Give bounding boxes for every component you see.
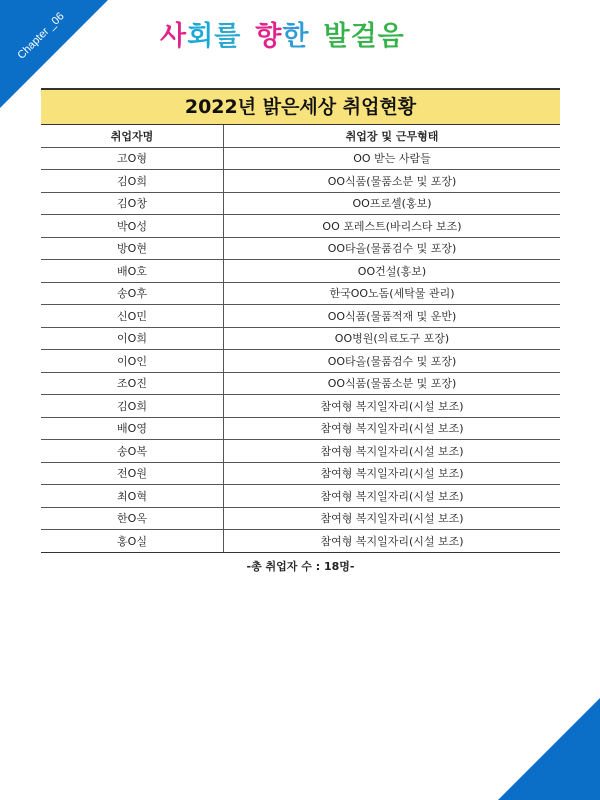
workplace-cell: OO식품(물품적재 및 운반) (224, 305, 561, 328)
table-row (41, 215, 560, 238)
workplace-cell: 참여형 복지일자리(시설 보조) (224, 395, 561, 418)
column-header-name: 취업자명 (41, 125, 224, 147)
heading-char: 향 (255, 21, 283, 52)
workplace-cell: 한국OO노돔(세탁물 관리) (224, 282, 561, 305)
employee-name-cell: 김O희 (41, 395, 224, 418)
workplace-cell: OO병원(의료도구 포장) (224, 327, 561, 350)
table-row (41, 462, 560, 485)
employee-name-cell: 한O옥 (41, 507, 224, 530)
table-row (41, 530, 560, 553)
table-row (41, 507, 560, 530)
corner-decoration-bottom-right (498, 698, 600, 800)
table-row (41, 260, 560, 283)
heading-char: 한 (282, 21, 310, 52)
table-header-row (41, 125, 560, 147)
workplace-cell: 참여형 복지일자리(시설 보조) (224, 462, 561, 485)
workplace-cell: OO식품(물품소분 및 포장) (224, 372, 561, 395)
table-row (41, 440, 560, 463)
workplace-cell: 참여형 복지일자리(시설 보조) (224, 485, 561, 508)
table-row (41, 170, 560, 193)
employee-name-cell: 조O진 (41, 372, 224, 395)
employee-name-cell: 고O형 (41, 147, 224, 170)
table-row (41, 372, 560, 395)
table-row (41, 237, 560, 260)
table-row (41, 327, 560, 350)
employee-name-cell: 배O영 (41, 417, 224, 440)
table-row (41, 282, 560, 305)
heading-char: 사 (160, 21, 188, 52)
workplace-cell: OO프로셀(홍보) (224, 192, 561, 215)
employee-name-cell: 김O창 (41, 192, 224, 215)
table-row (41, 305, 560, 328)
table-row (41, 395, 560, 418)
employee-name-cell: 송O복 (41, 440, 224, 463)
employee-name-cell: 김O희 (41, 170, 224, 193)
heading-char: 음 (377, 21, 405, 52)
workplace-cell: OO 받는 사람들 (224, 147, 561, 170)
workplace-cell: 참여형 복지일자리(시설 보조) (224, 417, 561, 440)
workplace-cell: OO타올(물품검수 및 포장) (224, 237, 561, 260)
employee-name-cell: 이O인 (41, 350, 224, 373)
employee-name-cell: 최O혁 (41, 485, 224, 508)
employee-name-cell: 홍O실 (41, 530, 224, 553)
workplace-cell: OO건설(홍보) (224, 260, 561, 283)
column-header-workplace: 취업장 및 근무형태 (224, 125, 561, 147)
table-row (41, 192, 560, 215)
table-row (41, 350, 560, 373)
heading-char: 걸 (350, 21, 378, 52)
table-row (41, 417, 560, 440)
heading-char: 발 (323, 21, 351, 52)
employee-name-cell: 전O원 (41, 462, 224, 485)
employee-name-cell: 박O성 (41, 215, 224, 238)
workplace-cell: 참여형 복지일자리(시설 보조) (224, 440, 561, 463)
employee-name-cell: 송O후 (41, 282, 224, 305)
workplace-cell: 참여형 복지일자리(시설 보조) (224, 530, 561, 553)
chapter-label: Chapter _06 (15, 10, 67, 62)
employment-table-grid (41, 125, 560, 553)
workplace-cell: 참여형 복지일자리(시설 보조) (224, 507, 561, 530)
heading-char: 를 (214, 21, 242, 52)
heading-char: 회 (187, 21, 215, 52)
table-title: 2022년 밝은세상 취업현황 (41, 88, 560, 125)
employee-name-cell: 이O희 (41, 327, 224, 350)
table-row (41, 147, 560, 170)
table-row (41, 485, 560, 508)
workplace-cell: OO타올(물품검수 및 포장) (224, 350, 561, 373)
workplace-cell: OO 포레스트(바리스타 보조) (224, 215, 561, 238)
employment-table (41, 88, 560, 553)
employee-name-cell: 배O호 (41, 260, 224, 283)
workplace-cell: OO식품(물품소분 및 포장) (224, 170, 561, 193)
employee-name-cell: 신O민 (41, 305, 224, 328)
employee-name-cell: 방O현 (41, 237, 224, 260)
total-count: -총 취업자 수 : 18명- (246, 560, 355, 573)
page-heading (160, 14, 405, 53)
